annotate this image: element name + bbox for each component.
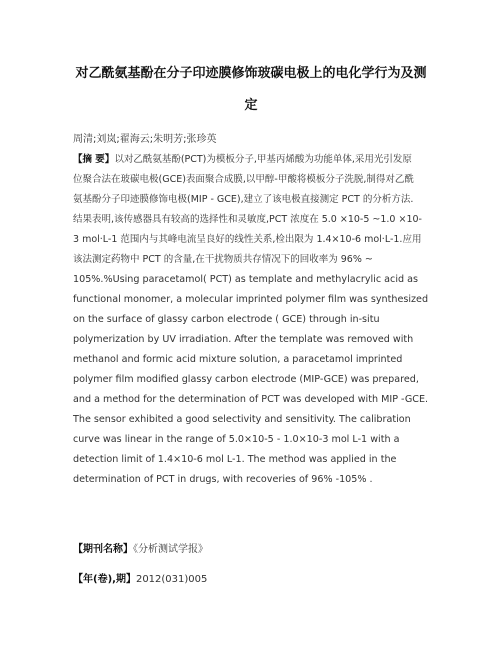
year-issue-row <box>73 570 207 585</box>
abstract-line: 该法测定药物中 PCT 的含量,在干扰物质共存情况下的回收率为 96% ~ <box>73 254 373 265</box>
author-list: 周清;刘岚;翟海云;朱明芳;张珍英 <box>73 134 217 145</box>
abstract-line: 105%.%Using paracetamol( PCT) as template and methylacrylic acid as <box>73 274 419 285</box>
paper-title-line-2: 定 <box>244 98 258 113</box>
journal-name-row <box>73 540 208 555</box>
abstract-line: The sensor exhibited a good selectivity and sensitivity. The calibration <box>73 414 411 425</box>
abstract-line: curve was linear in the range of 5.0×10-5 - 1.0×10-3 mol L-1 with a <box>73 434 400 445</box>
journal-value: 《分析测试学报》 <box>133 544 208 555</box>
abstract-line: detection limit of 1.4×10-6 mol L-1. The method was applied in the <box>73 454 397 465</box>
year-issue-value: 2012(031)005 <box>135 574 208 585</box>
abstract-text: 以对乙酰氨基酚(PCT)为模板分子,甲基丙烯酸为功能单体,采用光引发原 <box>114 154 412 165</box>
abstract-line: determination of PCT in drugs, with recoveries of 96% -105% . <box>73 474 373 485</box>
abstract-line: methanol and formic acid mixture solution, a paracetamol imprinted <box>73 354 403 365</box>
abstract-line: polymerization by UV irradiation. After the template was removed with <box>73 334 414 345</box>
abstract-label: 【摘 要】 <box>73 154 115 165</box>
abstract-line: 结果表明,该传感器具有较高的选择性和灵敏度,PCT 浓度在 5.0 ×10-5 ~1.0 ×10- <box>73 214 422 225</box>
abstract-block <box>73 150 433 490</box>
abstract-line: on the surface of glassy carbon electrode ( GCE) through in-situ <box>73 314 380 325</box>
abstract-line: and a method for the determination of PCT was developed with MIP -GCE. <box>73 394 429 405</box>
abstract-line: 氨基酚分子印迹膜修饰电极(MIP - GCE),建立了该电极直接测定 PCT 的分析方法. <box>73 194 414 205</box>
abstract-line: functional monomer, a molecular imprinted polymer film was synthesized <box>73 294 429 305</box>
year-issue-label: 【年(卷),期】 <box>73 574 136 585</box>
abstract-line: polymer film modified glassy carbon electrode (MIP-GCE) was prepared, <box>73 374 419 385</box>
abstract-line <box>73 150 433 170</box>
abstract-line: 位聚合法在玻碳电极(GCE)表面聚合成膜,以甲醇-甲酸将模板分子洗脱,制得对乙酰 <box>73 174 414 185</box>
paper-title-line-1: 对乙酰氨基酚在分子印迹膜修饰玻碳电极上的电化学行为及测 <box>75 66 427 81</box>
abstract-line: 3 mol·L-1 范围内与其峰电流呈良好的线性关系,检出限为 1.4×10-6 mol·L-1.应用 <box>73 234 422 245</box>
journal-label: 【期刊名称】 <box>73 544 133 555</box>
